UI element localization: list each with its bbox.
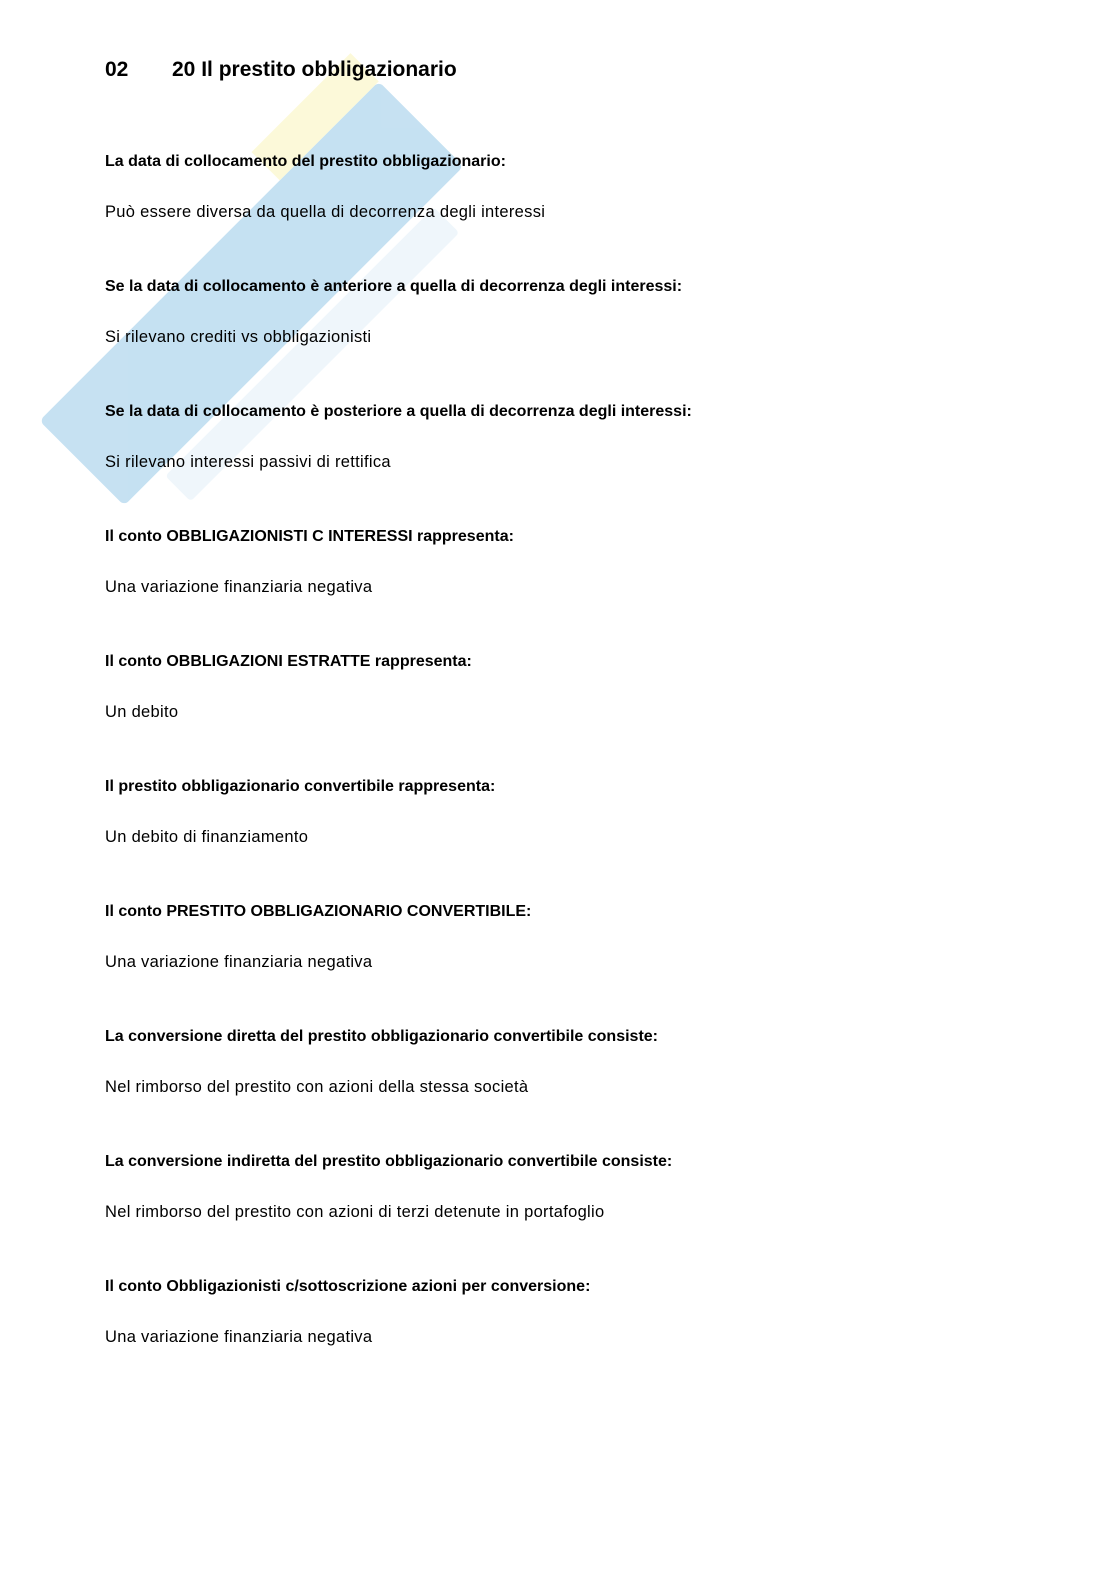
qa-item-6 [105,777,1005,847]
qa-item-2 [105,277,1005,347]
section-title: 20 Il prestito obbligazionario [172,58,457,81]
qa-item-4 [105,527,1005,597]
answer-text: Nel rimborso del prestito con azioni di terzi detenute in portafoglio [105,1203,605,1221]
question-text: Il conto OBBLIGAZIONISTI C INTERESSI rappresenta: [105,528,514,545]
qa-item-10 [105,1277,1005,1347]
qa-item-8 [105,1027,1005,1097]
qa-item-3 [105,402,1005,472]
answer-text: Una variazione finanziaria negativa [105,578,373,596]
answer-text: Una variazione finanziaria negativa [105,1328,373,1346]
question-text: La conversione indiretta del prestito obbligazionario convertibile consiste: [105,1153,673,1170]
answer-text: Un debito [105,703,179,721]
qa-item-9 [105,1152,1005,1222]
answer-text: Nel rimborso del prestito con azioni della stessa società [105,1078,529,1096]
qa-item-7 [105,902,1005,972]
qa-item-5 [105,652,1005,722]
question-text: Il conto Obbligazionisti c/sottoscrizione azioni per conversione: [105,1278,591,1295]
question-text: Il conto OBBLIGAZIONI ESTRATTE rappresenta: [105,653,472,670]
answer-text: Può essere diversa da quella di decorrenza degli interessi [105,203,546,221]
answer-text: Un debito di finanziamento [105,828,309,846]
question-text: La data di collocamento del prestito obbligazionario: [105,153,506,170]
question-text: Il conto PRESTITO OBBLIGAZIONARIO CONVERTIBILE: [105,903,532,920]
section-code: 02 [105,58,129,81]
answer-text: Si rilevano crediti vs obbligazionisti [105,328,372,346]
answer-text: Una variazione finanziaria negativa [105,953,373,971]
question-text: La conversione diretta del prestito obbligazionario convertibile consiste: [105,1028,658,1045]
answer-text: Si rilevano interessi passivi di rettifica [105,453,391,471]
question-text: Il prestito obbligazionario convertibile rappresenta: [105,778,496,795]
qa-item-1 [105,152,1005,222]
document-header [105,58,457,82]
question-text: Se la data di collocamento è anteriore a quella di decorrenza degli interessi: [105,278,683,295]
question-text: Se la data di collocamento è posteriore a quella di decorrenza degli interessi: [105,403,692,420]
